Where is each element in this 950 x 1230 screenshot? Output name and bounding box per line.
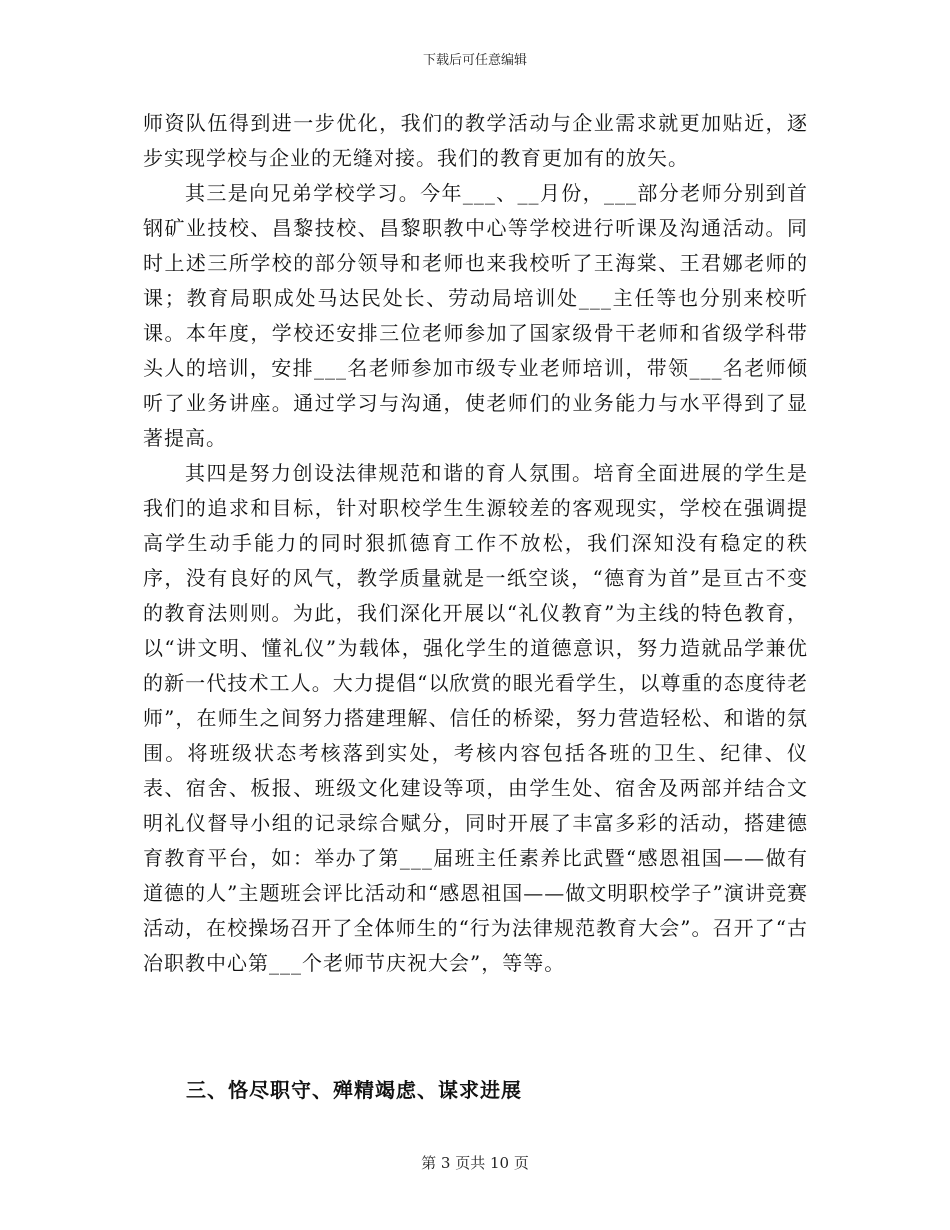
section-heading: 三、恪尽职守、殚精竭虑、谋求进展 [186, 1078, 522, 1102]
paragraph-moral-education: 其四是努力创设法律规范和谐的育人氛围。培育全面进展的学生是我们的追求和目标，针对职校学生生源较差的客观现实，学校在强调提高学生动手能力的同时狠抓德育工作不放松，我们深知没有稳定的秩序，没有良好的风气，教学质量就是一纸空谈，“德育为首”是亘古不变的教育法则则。为此，我们深化开展以“礼仪教育”为主线的特色教育，以“讲文明、懂礼仪”为载体，强化学生的道德意识，努力造就品学兼优的新一代技术工人。大力提倡“以欣赏的眼光看学生，以尊重的态度待老师”，在师生之间努力搭建理解、信任的桥梁，努力营造轻松、和谐的氛围。将班级状态考核落到实处，考核内容包括各班的卫生、纪律、仪表、宿舍、板报、班级文化建设等项，由学生处、宿舍及两部并结合文明礼仪督导小组的记录综合赋分，同时开展了丰富多彩的活动，搭建德育教育平台，如：举办了第___届班主任素养比武暨“感恩祖国——做有道德的人”主题班会评比活动和“感恩祖国——做文明职校学子”演讲竞赛活动，在校操场召开了全体师生的“行为法律规范教育大会”。召开了“古冶职教中心第___个老师节庆祝大会”，等等。 [143, 461, 808, 975]
paragraph-continuation: 师资队伍得到进一步优化，我们的教学活动与企业需求就更加贴近，逐步实现学校与企业的无缝对接。我们的教育更加有的放矢。 [143, 111, 808, 170]
document-body [143, 106, 808, 981]
page-number: 第 3 页共 10 页 [421, 1154, 529, 1172]
header-note: 下载后可任意编辑 [422, 53, 527, 68]
paragraph-learning-from-schools: 其三是向兄弟学校学习。今年___、__月份，___部分老师分别到首钢矿业技校、昌黎技校、昌黎职教中心等学校进行听课及沟通活动。同时上述三所学校的部分领导和老师也来我校听了王海棠、王君娜老师的课；教育局职成处马达民处长、劳动局培训处___主任等也分别来校听课。本年度，学校还安排三位老师参加了国家级骨干老师和省级学科带头人的培训，安排___名老师参加市级专业老师培训，带领___名老师倾听了业务讲座。通过学习与沟通，使老师们的业务能力与水平得到了显著提高。 [143, 181, 808, 450]
